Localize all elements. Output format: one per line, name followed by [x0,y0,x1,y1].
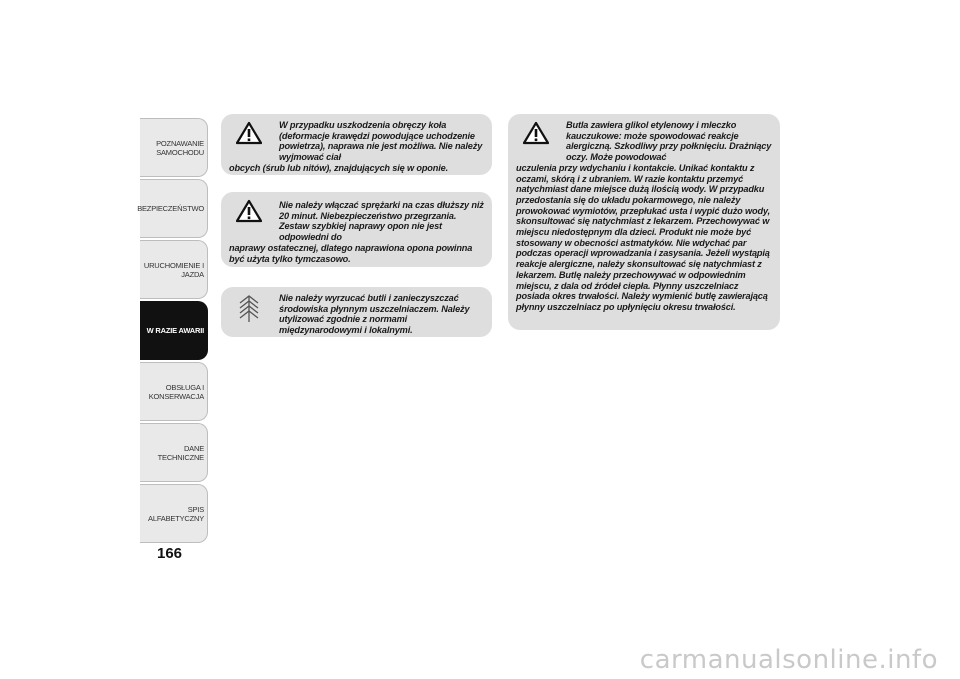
environment-text: Nie należy wyrzucać butli i zanieczyszczać środowiska płynnym uszczelniaczem. Należy utylizować zgodnie z normami międzynarodowymi i lokalnymi. [279,293,470,336]
environment-box [221,287,492,337]
tab-obsluga-i-konserwacja[interactable]: OBSŁUGA I KONSERWACJA [140,362,208,421]
warning-triangle-icon [523,121,549,145]
environment-icon [236,293,262,323]
tab-poznawanie-samochodu[interactable]: POZNAWANIE SAMOCHODU [140,118,208,177]
watermark: carmanualsonline.info [639,645,938,675]
warning-triangle-icon [236,199,262,223]
warning-text-lead: W przypadku uszkodzenia obręczy koła (deformacje krawędzi powodujące uchodzenie powietrza), naprawa nie jest możliwa. Nie należy wyjmować ciał [279,120,483,163]
page-number: 166 [157,545,183,562]
warning-box [221,192,492,267]
warning-text-lead: Butla zawiera glikol etylenowy i mleczko kauczukowe: może spowodować reakcje alergiczną. Szkodliwy przy połknięciu. Drażniący oczy. Może powodować [566,120,772,163]
warning-text-rest: uczulenia przy wdychaniu i kontakcie. Unikać kontaktu z oczami, skórą i z ubraniem. W razie kontaktu przemyć natychmiast dane miejsce dużą ilością wody. W przypadku przedostania się do układu pokarmowego, nie należy prowokować wymiotów, przepłukać usta i wypić dużo wody, skonsultować się natychmiast z lekarzem. Przechowywać w miejscu niedostępnym dla dzieci. Produkt nie może być stosowany w obecności astmatyków. Nie wdychać par podczas operacji wprowadzania i zasysania. Jeżeli wystąpią reakcje alergiczne, należy skonsultować się natychmiast z lekarzem. Butlę należy przechowywać w odpowiednim miejscu, z dala od źródeł ciepła. Płynny uszczelniacz posiada okres trwałości. Należy wymienić butlę zawierającą płynny uszczelniacz po upłynięciu okresu trwałości. [516,162,770,312]
warning-text-lead: Nie należy włączać sprężarki na czas dłuższy niż 20 minut. Niebezpieczeństwo przegrzania. Zestaw szybkiej naprawy opon nie jest odpowiedni do [279,200,484,243]
warning-box [221,114,492,175]
tab-uruchomienie-i-jazda[interactable]: URUCHOMIENIE I JAZDA [140,240,208,299]
tab-w-razie-awarii[interactable]: W RAZIE AWARII [140,301,208,360]
warning-triangle-icon [236,121,262,145]
warning-text-rest: obcych (śrub lub nitów), znajdujących się w oponie. [229,162,449,173]
warning-text-rest: naprawy ostatecznej, dlatego naprawiona opona powinna być użyta tylko tymczasowo. [229,242,473,264]
tab-spis-alfabetyczny[interactable]: SPIS ALFABETYCZNY [140,484,208,543]
warning-box [508,114,780,330]
tab-dane-techniczne[interactable]: DANE TECHNICZNE [140,423,208,482]
tab-bezpieczenstwo[interactable]: BEZPIECZEŃSTWO [140,179,208,238]
